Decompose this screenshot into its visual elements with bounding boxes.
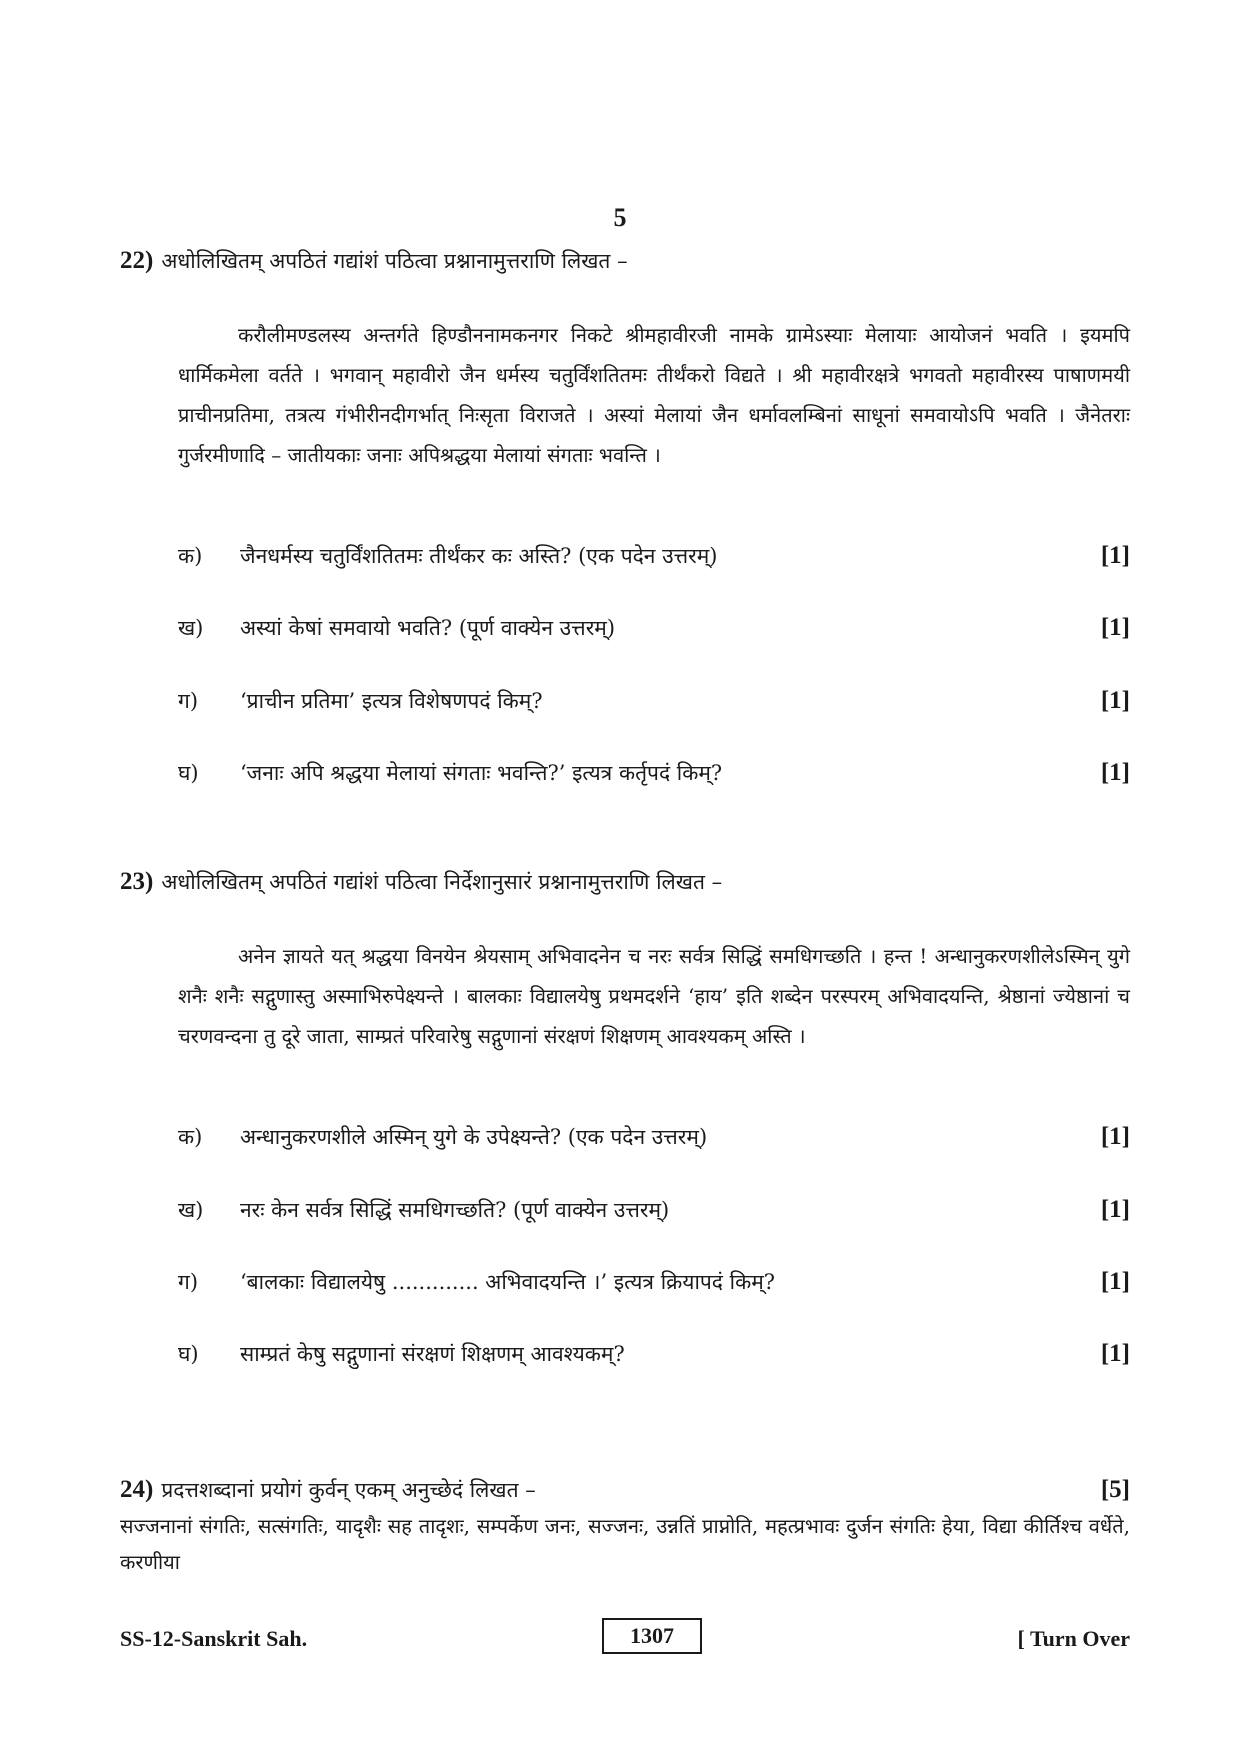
marks: [1] (1100, 1196, 1130, 1223)
question-instruction: प्रदत्तशब्दानां प्रयोगं कुर्वन् एकम् अनुच्छेदं लिखत – (161, 1478, 536, 1502)
question-23-sub-gha (178, 1336, 1130, 1372)
marks: [1] (1100, 687, 1130, 714)
question-24-heading (120, 1474, 1130, 1506)
sub-letter: घ) (178, 1342, 199, 1366)
question-22-sub-gha (178, 755, 1130, 791)
question-23-passage: अनेन ज्ञायते यत् श्रद्धया विनयेन श्रेयसाम् अभिवादनेन च नरः सर्वत्र सिद्धिं समधिगच्छति । हन्त ! अन्धानुकरणशीलेऽस्मिन् युगे शनैः शनैः सद्गुणास्तु अस्माभिरुपेक्ष्यन्ते । बालकाः विद्यालयेषु प्रथमदर्शने ‘हाय’ इति शब्देन परस्परम् अभिवादयन्ति, श्रेष्ठानां ज्येष्ठानां च चरणवन्दना तु दूरे जाता, साम्प्रतं परिवारेषु सद्गुणानां संरक्षणं शिक्षणम् आवश्यकम् अस्ति । (178, 944, 1130, 1048)
question-instruction: अधोलिखितम् अपठितं गद्यांशं पठित्वा प्रश्नानामुत्तराणि लिखत – (161, 249, 628, 273)
question-24-words: सज्जनानां संगतिः, सत्संगतिः, यादृशैः सह तादृशः, सम्पर्केण जनः, सज्जनः, उन्नतिं प्राप्नोति, महत्प्रभावः दुर्जन संगतिः हेया, विद्या कीर्तिश्च वर्धेते, करणीया (120, 1514, 1130, 1574)
sub-letter: ग) (178, 689, 199, 713)
marks: [1] (1100, 1268, 1130, 1295)
question-number: 23) (120, 868, 154, 895)
sub-letter: क) (178, 544, 203, 568)
question-22-sub-ka (178, 538, 1130, 574)
sub-text: अन्धानुकरणशीले अस्मिन् युगे के उपेक्ष्यन्ते? (एक पदेन उत्तरम्) (240, 1125, 708, 1149)
question-22-sub-kha (178, 610, 1130, 646)
marks: [1] (1100, 542, 1130, 569)
sub-letter: घ) (178, 761, 199, 785)
sub-text: साम्प्रतं केषु सद्गुणानां संरक्षणं शिक्षणम् आवश्यकम्? (240, 1342, 625, 1366)
question-23-heading (120, 866, 1130, 898)
paper-code: SS-12-Sanskrit Sah. (120, 1626, 308, 1651)
question-22-sub-ga (178, 683, 1130, 719)
sub-text: अस्यां केषां समवायो भवति? (पूर्ण वाक्येन उत्तरम्) (240, 616, 616, 640)
sub-text: ‘बालकाः विद्यालयेषु ............. अभिवादयन्ति ।’ इत्यत्र क्रियापदं किम्? (240, 1270, 776, 1294)
page-footer (120, 1618, 1130, 1658)
question-number: 22) (120, 247, 154, 274)
question-23-sub-ka (178, 1119, 1130, 1155)
turn-over-label: [ Turn Over (1017, 1626, 1130, 1651)
page-box-number: 1307 (602, 1618, 702, 1654)
marks: [1] (1100, 1340, 1130, 1367)
question-23-sub-kha (178, 1192, 1130, 1228)
sub-letter: ग) (178, 1270, 199, 1294)
sub-text: नरः केन सर्वत्र सिद्धिं समधिगच्छति? (पूर्ण वाक्येन उत्तरम्) (240, 1198, 670, 1222)
sub-text: ‘प्राचीन प्रतिमा’ इत्यत्र विशेषणपदं किम्? (240, 689, 543, 713)
sub-letter: ख) (178, 616, 204, 640)
page-number: 5 (613, 203, 627, 232)
marks: [1] (1100, 759, 1130, 786)
marks: [1] (1100, 1123, 1130, 1150)
marks: [1] (1100, 614, 1130, 641)
question-23-sub-ga (178, 1264, 1130, 1300)
question-22-heading (120, 245, 1130, 277)
question-number: 24) (120, 1476, 154, 1503)
sub-letter: क) (178, 1125, 203, 1149)
question-instruction: अधोलिखितम् अपठितं गद्यांशं पठित्वा निर्देशानुसारं प्रश्नानामुत्तराणि लिखत – (161, 870, 723, 894)
question-22-passage: करौलीमण्डलस्य अन्तर्गते हिण्डौननामकनगर निकटे श्रीमहावीरजी नामके ग्रामेऽस्याः मेलायाः आयोजनं भवति । इयमपि धार्मिकमेला वर्तते । भगवान् महावीरो जैन धर्मस्य चतुर्विंशतितमः तीर्थंकरो विद्यते । श्री महावीरक्षत्रे भगवतो महावीरस्य पाषाणमयी प्राचीनप्रतिमा, तत्रत्य गंभीरीनदीगर्भात् निःसृता विराजते । अस्यां मेलायां जैन धर्मावलम्बिनां साधूनां समवायोऽपि भवति । जैनेतराः गुर्जरमीणादि – जातीयकाः जनाः अपिश्रद्धया मेलायां संगताः भवन्ति । (178, 323, 1130, 467)
sub-text: ‘जनाः अपि श्रद्धया मेलायां संगताः भवन्ति?’ इत्यत्र कर्तृपदं किम्? (240, 761, 723, 785)
marks: [5] (1100, 1476, 1130, 1503)
sub-text: जैनधर्मस्य चतुर्विंशतितमः तीर्थंकर कः अस्ति? (एक पदेन उत्तरम्) (240, 544, 718, 568)
question-24 (120, 1474, 1130, 1580)
sub-letter: ख) (178, 1198, 204, 1222)
